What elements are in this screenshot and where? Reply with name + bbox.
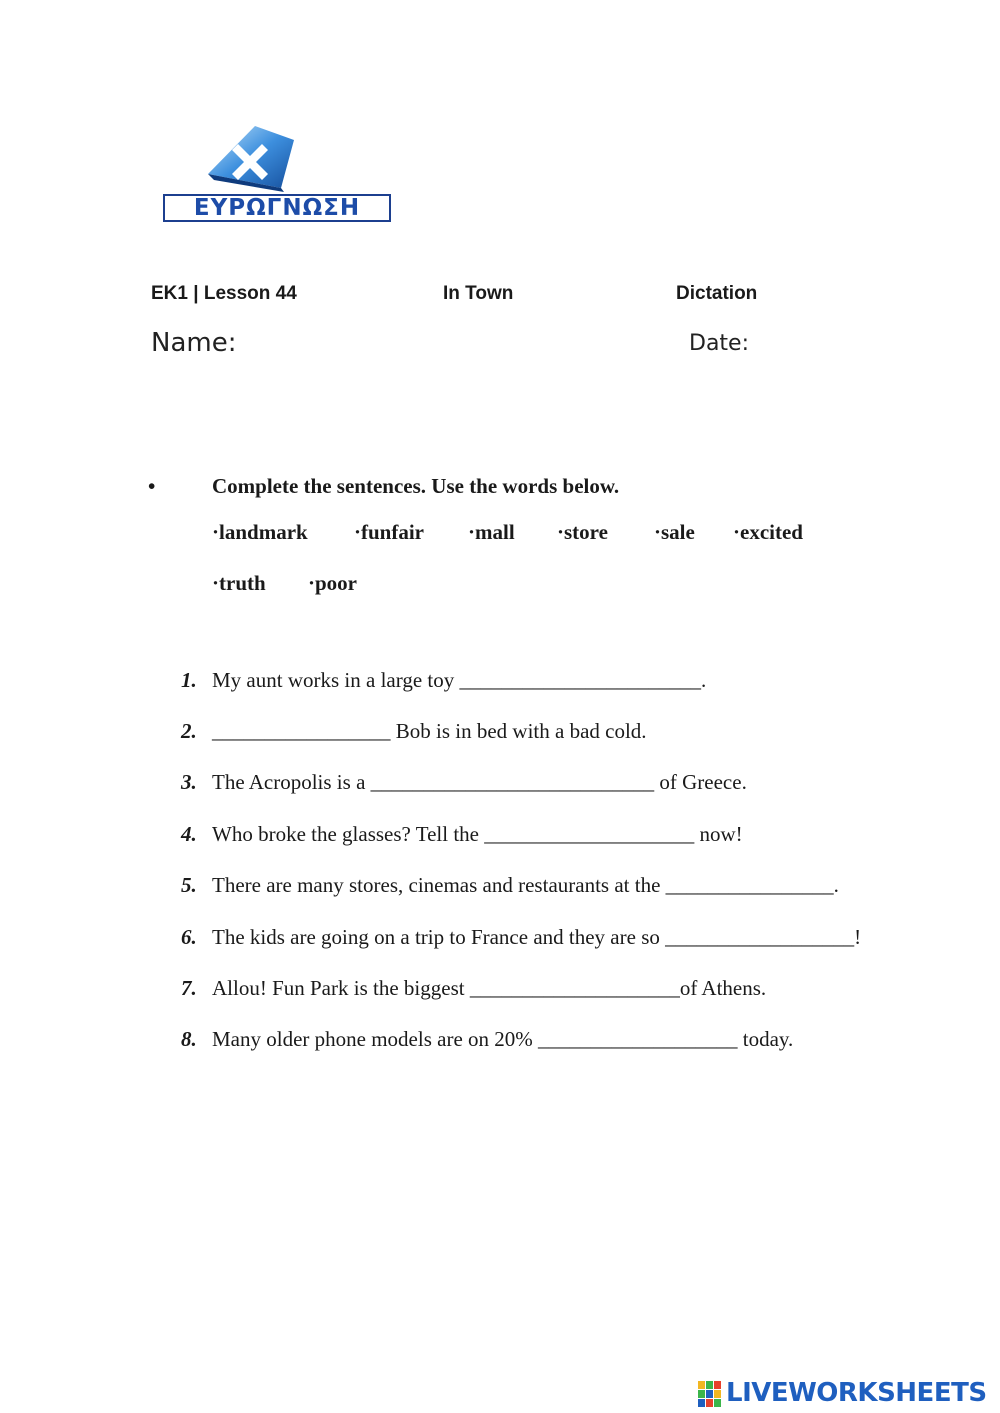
topic-label: In Town [443, 283, 514, 304]
sentence-number: 7. [181, 976, 197, 1000]
sentence-text: Many older phone models are on 20% ___________________ today. [212, 1027, 794, 1051]
sentence-text: There are many stores, cinemas and restaurants at the ________________. [212, 873, 839, 897]
word-bank-item: ·mall [468, 520, 515, 544]
sentence-text: Allou! Fun Park is the biggest ____________________of Athens. [212, 976, 767, 1000]
sentence-item [0, 873, 1000, 903]
worksheet-header [0, 283, 1000, 309]
word-bank-item: ·landmark [212, 520, 308, 544]
bullet-icon: • [148, 474, 156, 498]
euroknowledge-logo [160, 122, 392, 224]
sentence-text: The kids are going on a trip to France and they are so __________________! [212, 925, 862, 949]
sentence-text: _________________ Bob is in bed with a bad cold. [212, 719, 647, 743]
sentence-number: 3. [181, 770, 197, 794]
sentence-item [0, 719, 1000, 749]
sentence-item [0, 770, 1000, 800]
sentence-text: My aunt works in a large toy _______________________. [212, 668, 707, 692]
liveworksheets-logo-icon [698, 1381, 722, 1409]
sentence-text: The Acropolis is a ___________________________ of Greece. [212, 770, 747, 794]
sentence-number: 6. [181, 925, 197, 949]
word-bank-item: ·store [557, 520, 608, 544]
lesson-label: EK1 | Lesson 44 [151, 283, 297, 304]
word-bank-item: ·sale [654, 520, 695, 544]
sentence-number: 2. [181, 719, 197, 743]
sentence-number: 1. [181, 668, 197, 692]
sentence-number: 8. [181, 1027, 197, 1051]
sentence-number: 5. [181, 873, 197, 897]
date-label: Date: [689, 331, 749, 356]
instruction-text: Complete the sentences. Use the words below. [212, 474, 620, 498]
liveworksheets-brand [698, 1378, 998, 1412]
sentence-text: Who broke the glasses? Tell the ____________________ now! [212, 822, 743, 846]
liveworksheets-text: LIVEWORKSHEETS [726, 1378, 987, 1408]
sentence-item [0, 668, 1000, 698]
logo-mark-icon [160, 122, 392, 202]
sentence-item [0, 822, 1000, 852]
word-bank-item: ·poor [308, 571, 358, 595]
logo-wordmark: ΕΥΡΩΓΝΩΣΗ [163, 194, 391, 222]
sentence-item [0, 1027, 1000, 1057]
word-bank-item: ·funfair [354, 520, 425, 544]
name-label: Name: [151, 328, 237, 358]
word-bank-item: ·excited [733, 520, 803, 544]
word-bank-item: ·truth [212, 571, 266, 595]
sentence-item [0, 976, 1000, 1006]
sentence-item [0, 925, 1000, 955]
worksheet-type-label: Dictation [676, 283, 758, 304]
sentence-number: 4. [181, 822, 197, 846]
